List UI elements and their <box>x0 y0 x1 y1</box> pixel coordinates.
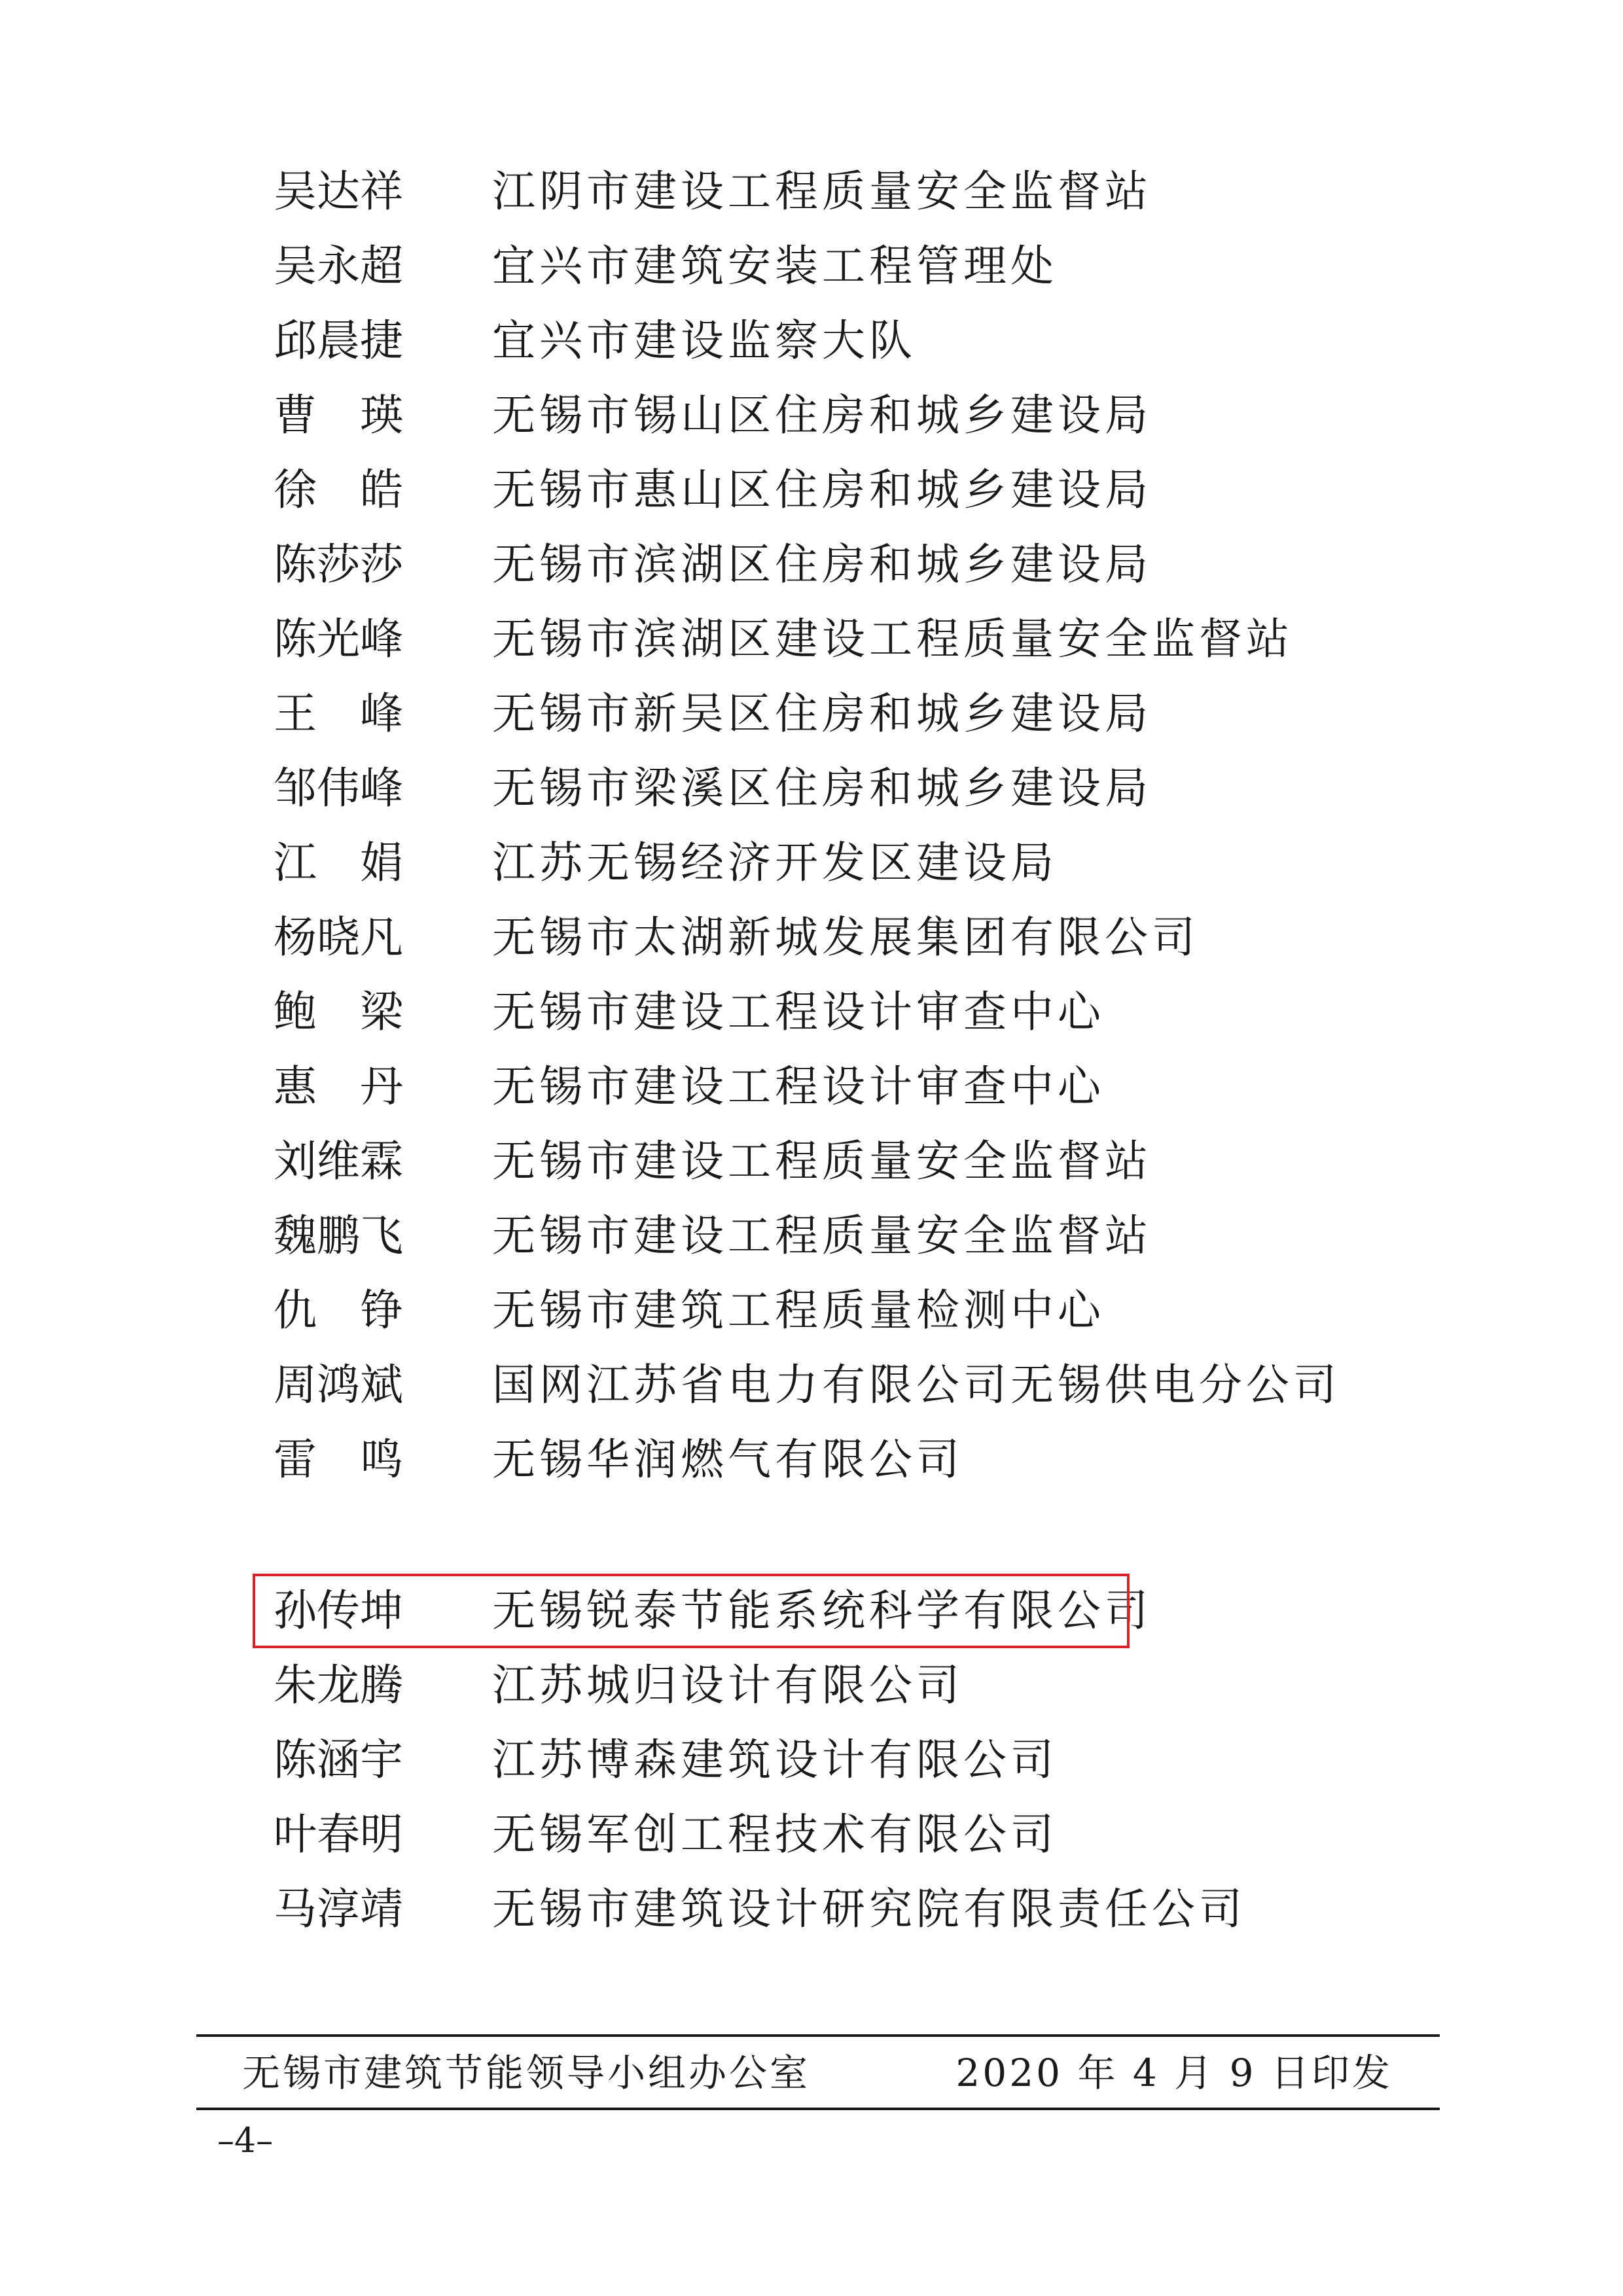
person-name: 邱晨捷 <box>274 315 403 366</box>
person-name: 刘维霖 <box>274 1136 403 1186</box>
list-item <box>0 308 1623 374</box>
list-item <box>0 681 1623 747</box>
person-name: 徐 皓 <box>274 465 403 515</box>
person-organization: 无锡市建筑工程质量检测中心 <box>492 1285 1105 1335</box>
list-item <box>0 1278 1623 1343</box>
person-organization: 无锡军创工程技术有限公司 <box>492 1809 1058 1860</box>
list-item <box>0 1802 1623 1867</box>
person-organization: 国网江苏省电力有限公司无锡供电分公司 <box>492 1360 1340 1410</box>
person-organization: 无锡华润燃气有限公司 <box>492 1434 963 1485</box>
list-item <box>0 1877 1623 1942</box>
person-name: 孙传坤 <box>274 1585 403 1636</box>
person-organization: 无锡市惠山区住房和城乡建设局 <box>492 465 1152 515</box>
person-organization: 无锡锐泰节能系统科学有限公司 <box>492 1585 1152 1636</box>
person-name: 朱龙腾 <box>274 1660 403 1710</box>
person-name: 陈涵宇 <box>274 1735 403 1785</box>
person-organization: 宜兴市建筑安装工程管理处 <box>492 241 1058 291</box>
person-name: 杨晓凡 <box>274 912 403 963</box>
person-name: 吴永超 <box>274 241 403 291</box>
person-organization: 无锡市太湖新城发展集团有限公司 <box>492 912 1199 963</box>
person-organization: 无锡市锡山区住房和城乡建设局 <box>492 390 1152 440</box>
person-organization: 无锡市建设工程设计审查中心 <box>492 987 1105 1037</box>
list-item <box>0 1727 1623 1793</box>
list-item <box>0 980 1623 1045</box>
list-item <box>0 234 1623 299</box>
footer-issuer: 无锡市建筑节能领导小组办公室 <box>242 2051 811 2095</box>
person-name: 马淳靖 <box>274 1884 403 1934</box>
footer-print-date: 2020 年 4 月 9 日印发 <box>955 2051 1393 2095</box>
person-organization: 江苏博森建筑设计有限公司 <box>492 1735 1058 1785</box>
highlight-box <box>253 1574 1130 1648</box>
person-name: 魏鹏飞 <box>274 1210 403 1261</box>
person-name: 雷 鸣 <box>274 1434 403 1485</box>
list-item <box>0 1054 1623 1120</box>
list-item <box>0 1203 1623 1269</box>
person-organization: 无锡市建设工程质量安全监督站 <box>492 1136 1152 1186</box>
person-name: 惠 丹 <box>274 1061 403 1112</box>
list-item <box>0 905 1623 970</box>
person-name: 仇 铮 <box>274 1285 403 1335</box>
list-item <box>0 756 1623 821</box>
person-organization: 江苏无锡经济开发区建设局 <box>492 838 1058 888</box>
list-item <box>0 159 1623 224</box>
person-organization: 无锡市滨湖区住房和城乡建设局 <box>492 539 1152 590</box>
list-item <box>0 457 1623 523</box>
person-name: 鲍 梁 <box>274 987 403 1037</box>
person-organization: 无锡市建筑设计研究院有限责任公司 <box>492 1884 1246 1934</box>
person-organization: 无锡市建设工程质量安全监督站 <box>492 1210 1152 1261</box>
person-organization: 江苏城归设计有限公司 <box>492 1660 963 1710</box>
person-name: 吴达祥 <box>274 166 403 217</box>
person-organization: 无锡市梁溪区住房和城乡建设局 <box>492 763 1152 813</box>
list-item <box>0 1653 1623 1718</box>
person-name: 王 峰 <box>274 688 403 739</box>
page-number: –4– <box>217 2121 274 2161</box>
list-item <box>0 1427 1623 1492</box>
list-item <box>0 1352 1623 1418</box>
person-name: 陈光峰 <box>274 614 403 664</box>
person-name: 叶春明 <box>274 1809 403 1860</box>
person-organization: 无锡市新吴区住房和城乡建设局 <box>492 688 1152 739</box>
person-name: 陈莎莎 <box>274 539 403 590</box>
list-item <box>0 532 1623 597</box>
list-item <box>0 383 1623 448</box>
person-organization: 宜兴市建设监察大队 <box>492 315 916 366</box>
person-name: 邹伟峰 <box>274 763 403 813</box>
footer-top-rule <box>196 2034 1440 2037</box>
person-organization: 无锡市建设工程设计审查中心 <box>492 1061 1105 1112</box>
person-organization: 无锡市滨湖区建设工程质量安全监督站 <box>492 614 1293 664</box>
footer-bottom-rule <box>196 2108 1440 2110</box>
person-name: 曹 瑛 <box>274 390 403 440</box>
person-name: 周鸿斌 <box>274 1360 403 1410</box>
person-organization: 江阴市建设工程质量安全监督站 <box>492 166 1152 217</box>
person-name: 江 娟 <box>274 838 403 888</box>
list-item <box>0 607 1623 672</box>
list-item <box>0 830 1623 896</box>
list-item <box>0 1129 1623 1194</box>
